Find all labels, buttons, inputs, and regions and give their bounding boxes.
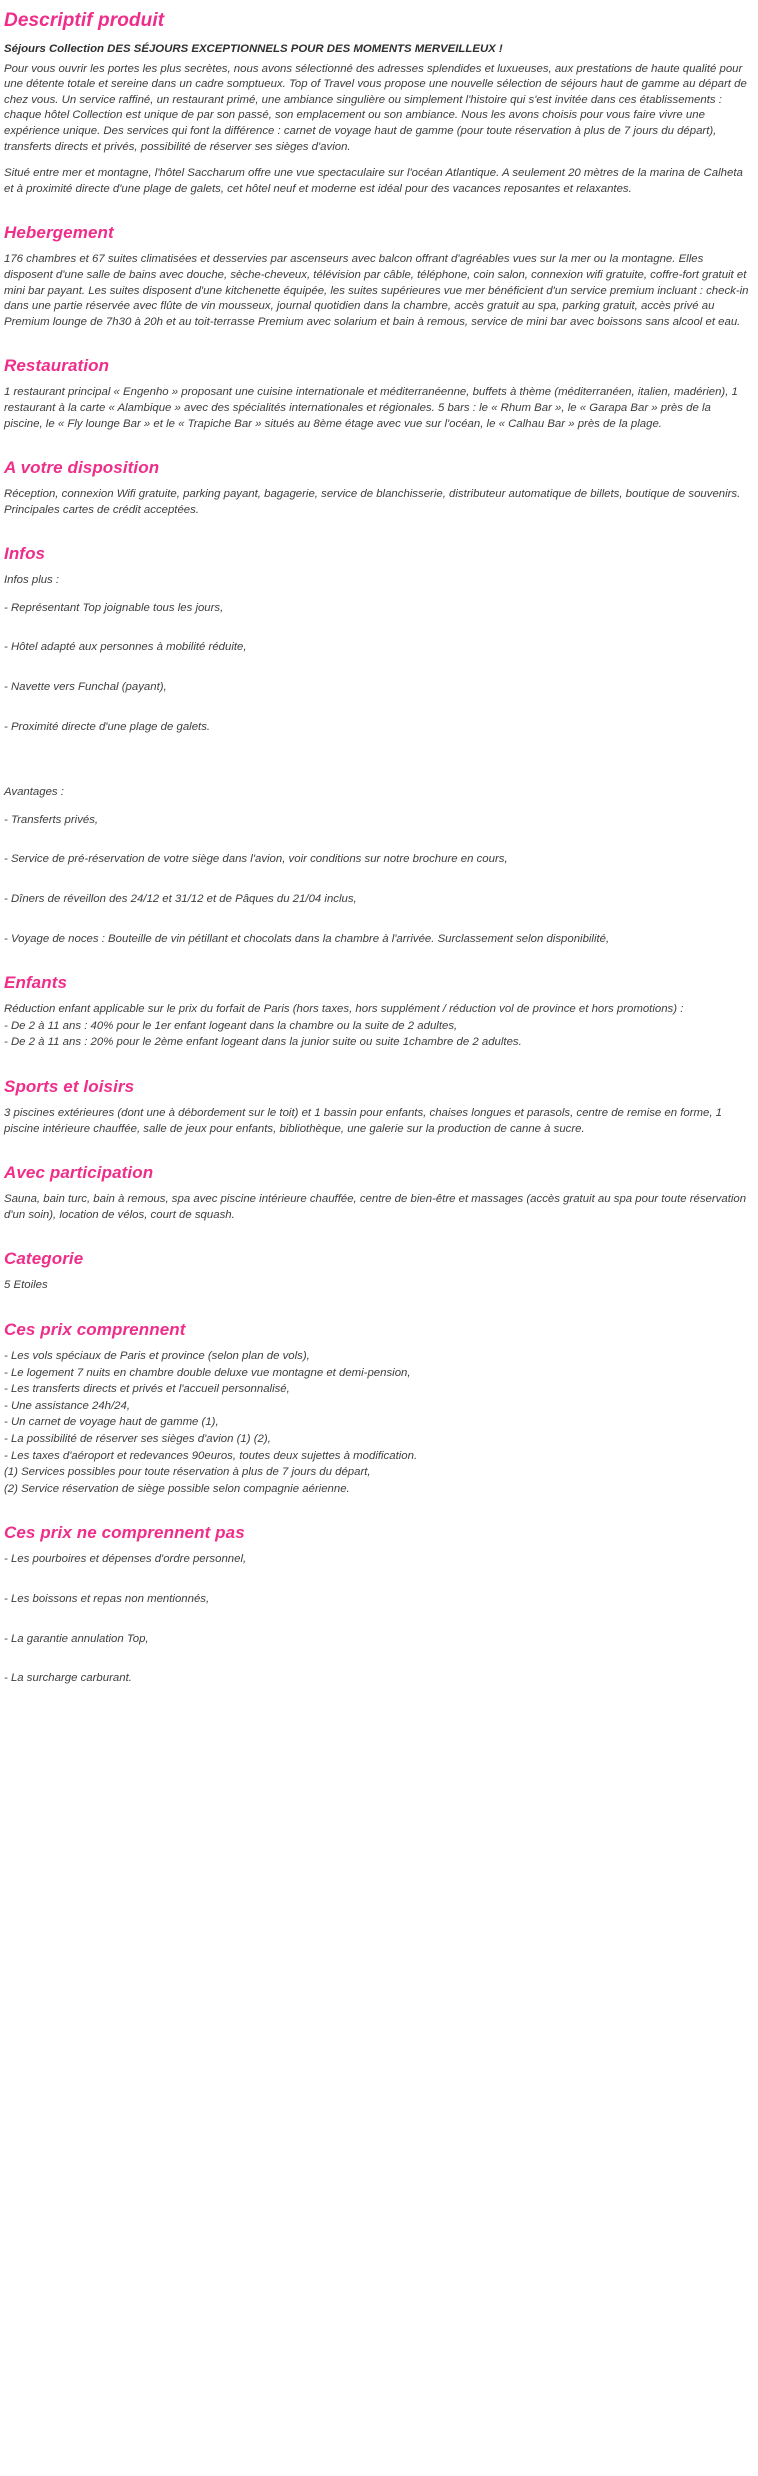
section-text-sports-et-loisirs: 3 piscines extérieures (dont une à débordement sur le toit) et 1 bassin pour enfants, chaises longues et parasols, centre de remise en forme, 1 piscine intérieure chauffée, salle de jeux pour enfants, bibliothèque, une galerie sur la production de canne à sucre. [4, 1107, 723, 1135]
section-text-avec-participation: Sauna, bain turc, bain à remous, spa avec piscine intérieure chauffée, centre de bien-être et massages (accès gratuit au spa pour toute réservation d'un soin), location de vélos, court de squash. [4, 1193, 747, 1221]
prix-ne-comprennent-pas-item-2: - La garantie annulation Top, [4, 1632, 149, 1645]
prix-comprennent-item-3: - Une assistance 24h/24, [4, 1399, 131, 1412]
prix-comprennent-item-2: - Les transferts directs et privés et l'accueil personnalisé, [4, 1383, 290, 1396]
prix-comprennent-item-6: - Les taxes d'aéroport et redevances 90euros, toutes deux sujettes à modification. [4, 1449, 418, 1462]
section-title-ces-prix-ne-comprennent-pas: Ces prix ne comprennent pas [4, 1523, 245, 1543]
intro-headline: Séjours Collection DES SÉJOURS EXCEPTIONNELS POUR DES MOMENTS MERVEILLEUX ! [4, 43, 503, 55]
page-title: Descriptif produit [4, 10, 165, 31]
infos-spacer [4, 759, 750, 785]
enfants-line-2: - De 2 à 11 ans : 20% pour le 2ème enfant logeant dans la junior suite ou suite 1chambre de 2 adultes. [4, 1036, 522, 1049]
intro-paragraph-1: Pour vous ouvrir les portes les plus secrètes, nous avons sélectionné des adresses splendides et luxueuses, aux prestations de haute qualité pour une détente totale et sereine dans un cadre somptueux. Top of Travel vous propose une nouvelle sélection de séjours haut de gamme au départ de chez vous. Un service raffiné, un restaurant primé, une ambiance singulière ou simplement l'histoire qui s'est invitée dans ces établissements : chaque hôtel Collection est unique de par son passé, son emplacement ou son ambiance. Nous les avons choisis pour vous faire vivre une expérience unique. Des services qui font la différence : carnet de voyage haut de gamme (pour toute réservation à plus de 7 jours du départ), transferts directs et privés, possibilité de réserver ses sièges d'avion. [4, 62, 747, 153]
prix-ne-comprennent-pas-item-3: - La surcharge carburant. [4, 1672, 132, 1685]
enfants-line-0: Réduction enfant applicable sur le prix du forfait de Paris (hors taxes, hors supplément / réduction vol de province et hors promotions) : [4, 1003, 684, 1016]
infos-avantages-item-1: - Service de pré-réservation de votre siège dans l'avion, voir conditions sur notre brochure en cours, [4, 853, 508, 866]
prix-comprennent-note-1: (2) Service réservation de siège possible selon compagnie aérienne. [4, 1482, 350, 1495]
prix-ne-comprennent-pas-item-1: - Les boissons et repas non mentionnés, [4, 1592, 210, 1605]
section-text-categorie: 5 Etoiles [4, 1279, 48, 1292]
infos-plus-label: Infos plus : [4, 574, 60, 587]
infos-avantages-item-0: - Transferts privés, [4, 813, 99, 826]
infos-plus-item-3: - Proximité directe d'une plage de galets. [4, 720, 211, 733]
section-text-restauration: 1 restaurant principal « Engenho » proposant une cuisine internationale et méditerranéenne, buffets à thème (méditerranéen, italien, madérien), 1 restaurant à la carte « Alambique » avec des spécialités internationales et régionales. 5 bars : le « Rhum Bar », le « Garapa Bar » près de la piscine, le « Fly lounge Bar » et le « Trapiche Bar » situés au 8ème étage avec vue sur l'océan, le « Calhau Bar » près de la plage. [4, 386, 738, 430]
section-text-a-votre-disposition: Réception, connexion Wifi gratuite, parking payant, bagagerie, service de blanchisserie, distributeur automatique de billets, boutique de souvenirs. Principales cartes de crédit acceptées. [4, 488, 741, 516]
section-title-restauration: Restauration [4, 356, 110, 376]
prix-ne-comprennent-pas-item-0: - Les pourboires et dépenses d'ordre personnel, [4, 1553, 247, 1566]
section-title-a-votre-disposition: A votre disposition [4, 458, 160, 478]
infos-plus-item-2: - Navette vers Funchal (payant), [4, 681, 167, 694]
prix-comprennent-item-0: - Les vols spéciaux de Paris et province (selon plan de vols), [4, 1349, 310, 1362]
infos-avantages-item-2: - Dîners de réveillon des 24/12 et 31/12 et de Pâques du 21/04 inclus, [4, 893, 357, 906]
section-title-hebergement: Hebergement [4, 223, 114, 243]
prix-comprennent-note-0: (1) Services possibles pour toute réservation à plus de 7 jours du départ, [4, 1466, 371, 1479]
prix-comprennent-item-4: - Un carnet de voyage haut de gamme (1), [4, 1416, 219, 1429]
prix-comprennent-item-5: - La possibilité de réserver ses sièges d'avion (1) (2), [4, 1432, 271, 1445]
prix-comprennent-item-1: - Le logement 7 nuits en chambre double deluxe vue montagne et demi-pension, [4, 1366, 411, 1379]
infos-plus-item-1: - Hôtel adapté aux personnes à mobilité réduite, [4, 641, 247, 654]
enfants-line-1: - De 2 à 11 ans : 40% pour le 1er enfant logeant dans la chambre ou la suite de 2 adultes, [4, 1019, 458, 1032]
section-title-enfants: Enfants [4, 973, 68, 993]
section-text-hebergement: 176 chambres et 67 suites climatisées et desservies par ascenseurs avec balcon offrant d'agréables vues sur la mer ou la montagne. Elles disposent d'une salle de bains avec douche, sèche-cheveux, télévision par câble, téléphone, coin salon, connexion wifi gratuite, coffre-fort gratuit et mini bar payant. Les suites disposent d'une kitchenette équipée, les suites supérieures vue mer bénéficient d'un service premium incluant : check-in dans une partie réservée avec flûte de vin mousseux, journal quotidien dans la chambre, accès gratuit au spa, parking gratuit, accès privé au Premium lounge de 7h30 à 20h et au toit-terrasse Premium avec solarium et bain à remous, service de mini bar avec boissons sans alcool et eau. [4, 253, 749, 328]
section-title-categorie: Categorie [4, 1249, 84, 1269]
infos-avantages-item-3: - Voyage de noces : Bouteille de vin pétillant et chocolats dans la chambre à l'arrivée. Surclassement selon disponibilité, [4, 932, 610, 945]
section-title-ces-prix-comprennent: Ces prix comprennent [4, 1319, 186, 1339]
infos-avantages-label: Avantages : [4, 786, 64, 799]
section-title-avec-participation: Avec participation [4, 1163, 154, 1183]
infos-plus-item-0: - Représentant Top joignable tous les jours, [4, 601, 224, 614]
intro-paragraph-2: Situé entre mer et montagne, l'hôtel Saccharum offre une vue spectaculaire sur l'océan Atlantique. A seulement 20 mètres de la marina de Calheta et à proximité directe d'une plage de galets, cet hôtel neuf et moderne est idéal pour des vacances reposantes et relaxantes. [4, 167, 743, 195]
section-title-infos: Infos [4, 544, 46, 564]
section-title-sports-et-loisirs: Sports et loisirs [4, 1077, 135, 1096]
